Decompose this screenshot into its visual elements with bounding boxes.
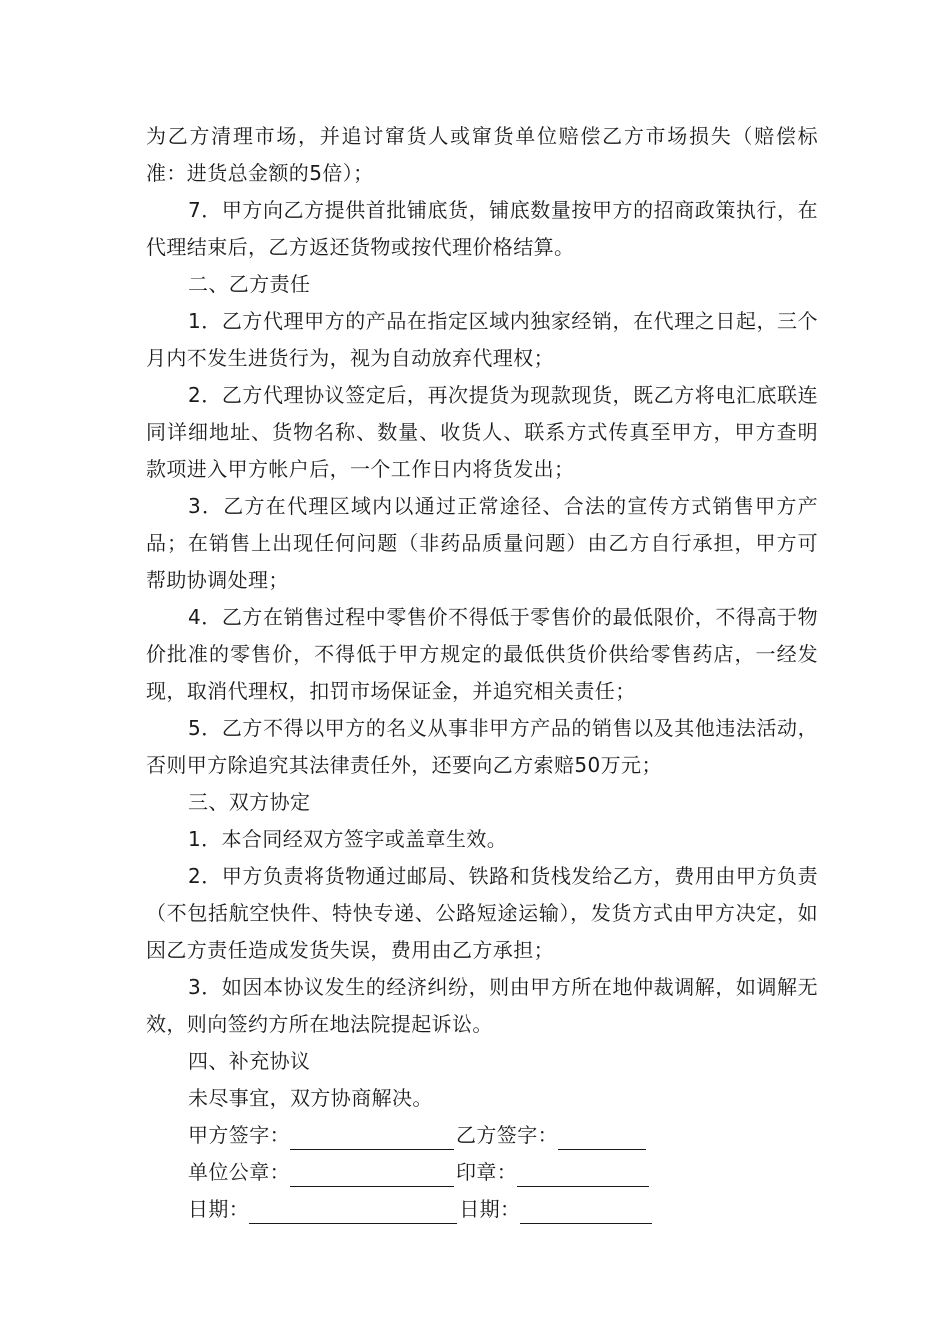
paragraph-continuation: 为乙方清理市场，并追讨窜货人或窜货单位赔偿乙方市场损失（赔偿标准：进货总金额的5倍）； — [146, 124, 818, 185]
party-b-clause-1: 1．乙方代理甲方的产品在指定区域内独家经销，在代理之日起，三个月内不发生进货行为，视为自动放弃代理权； — [146, 309, 818, 370]
date-row — [146, 1191, 818, 1228]
mutual-clause-3: 3．如因本协议发生的经济纠纷，则由甲方所在地仲裁调解，如调解无效，则向签约方所在地法院提起诉讼。 — [146, 975, 818, 1036]
date-a-label: 日期： — [188, 1197, 250, 1221]
unit-seal-label: 单位公章： — [188, 1160, 290, 1184]
mutual-clause-2: 2．甲方负责将货物通过邮局、铁路和货栈发给乙方，费用由甲方负责（不包括航空快件、特快专递、公路短途运输），发货方式由甲方决定，如因乙方责任造成发货失误，费用由乙方承担； — [146, 864, 818, 962]
unit-seal-line — [290, 1160, 454, 1187]
party-b-clause-4: 4．乙方在销售过程中零售价不得低于零售价的最低限价，不得高于物价批准的零售价，不得低于甲方规定的最低供货价供给零售药店，一经发现，取消代理权，扣罚市场保证金，并追究相关责任； — [146, 605, 818, 703]
party-b-sign-line — [558, 1123, 646, 1150]
mutual-clause-1: 1．本合同经双方签字或盖章生效。 — [188, 827, 508, 851]
party-b-clause-3: 3．乙方在代理区域内以通过正常途径、合法的宣传方式销售甲方产品；在销售上出现任何问题（非药品质量问题）由乙方自行承担，甲方可帮助协调处理； — [146, 494, 818, 592]
date-a-line — [249, 1197, 457, 1224]
section-heading-supplementary: 四、补充协议 — [188, 1049, 311, 1073]
party-a-sign-line — [290, 1123, 454, 1150]
date-b-label: 日期： — [459, 1197, 521, 1221]
signature-row — [146, 1117, 818, 1154]
party-b-sign-label: 乙方签字： — [456, 1123, 558, 1147]
section-heading-party-b-duties: 二、乙方责任 — [188, 272, 311, 296]
seal-row — [146, 1154, 818, 1191]
seal-label: 印章： — [456, 1160, 518, 1184]
supplementary-text: 未尽事宜，双方协商解决。 — [188, 1086, 433, 1110]
clause-7: 7．甲方向乙方提供首批铺底货，铺底数量按甲方的招商政策执行，在代理结束后，乙方返还货物或按代理价格结算。 — [146, 198, 818, 259]
party-a-sign-label: 甲方签字： — [188, 1123, 290, 1147]
document-page — [146, 118, 818, 1228]
date-b-line — [520, 1197, 652, 1224]
seal-line — [517, 1160, 649, 1187]
party-b-clause-2: 2．乙方代理协议签定后，再次提货为现款现货，既乙方将电汇底联连同详细地址、货物名称、数量、收货人、联系方式传真至甲方，甲方查明款项进入甲方帐户后，一个工作日内将货发出； — [146, 383, 818, 481]
party-b-clause-5: 5．乙方不得以甲方的名义从事非甲方产品的销售以及其他违法活动，否则甲方除追究其法律责任外，还要向乙方索赔50万元； — [146, 716, 818, 777]
section-heading-mutual-agreement: 三、双方协定 — [188, 790, 311, 814]
